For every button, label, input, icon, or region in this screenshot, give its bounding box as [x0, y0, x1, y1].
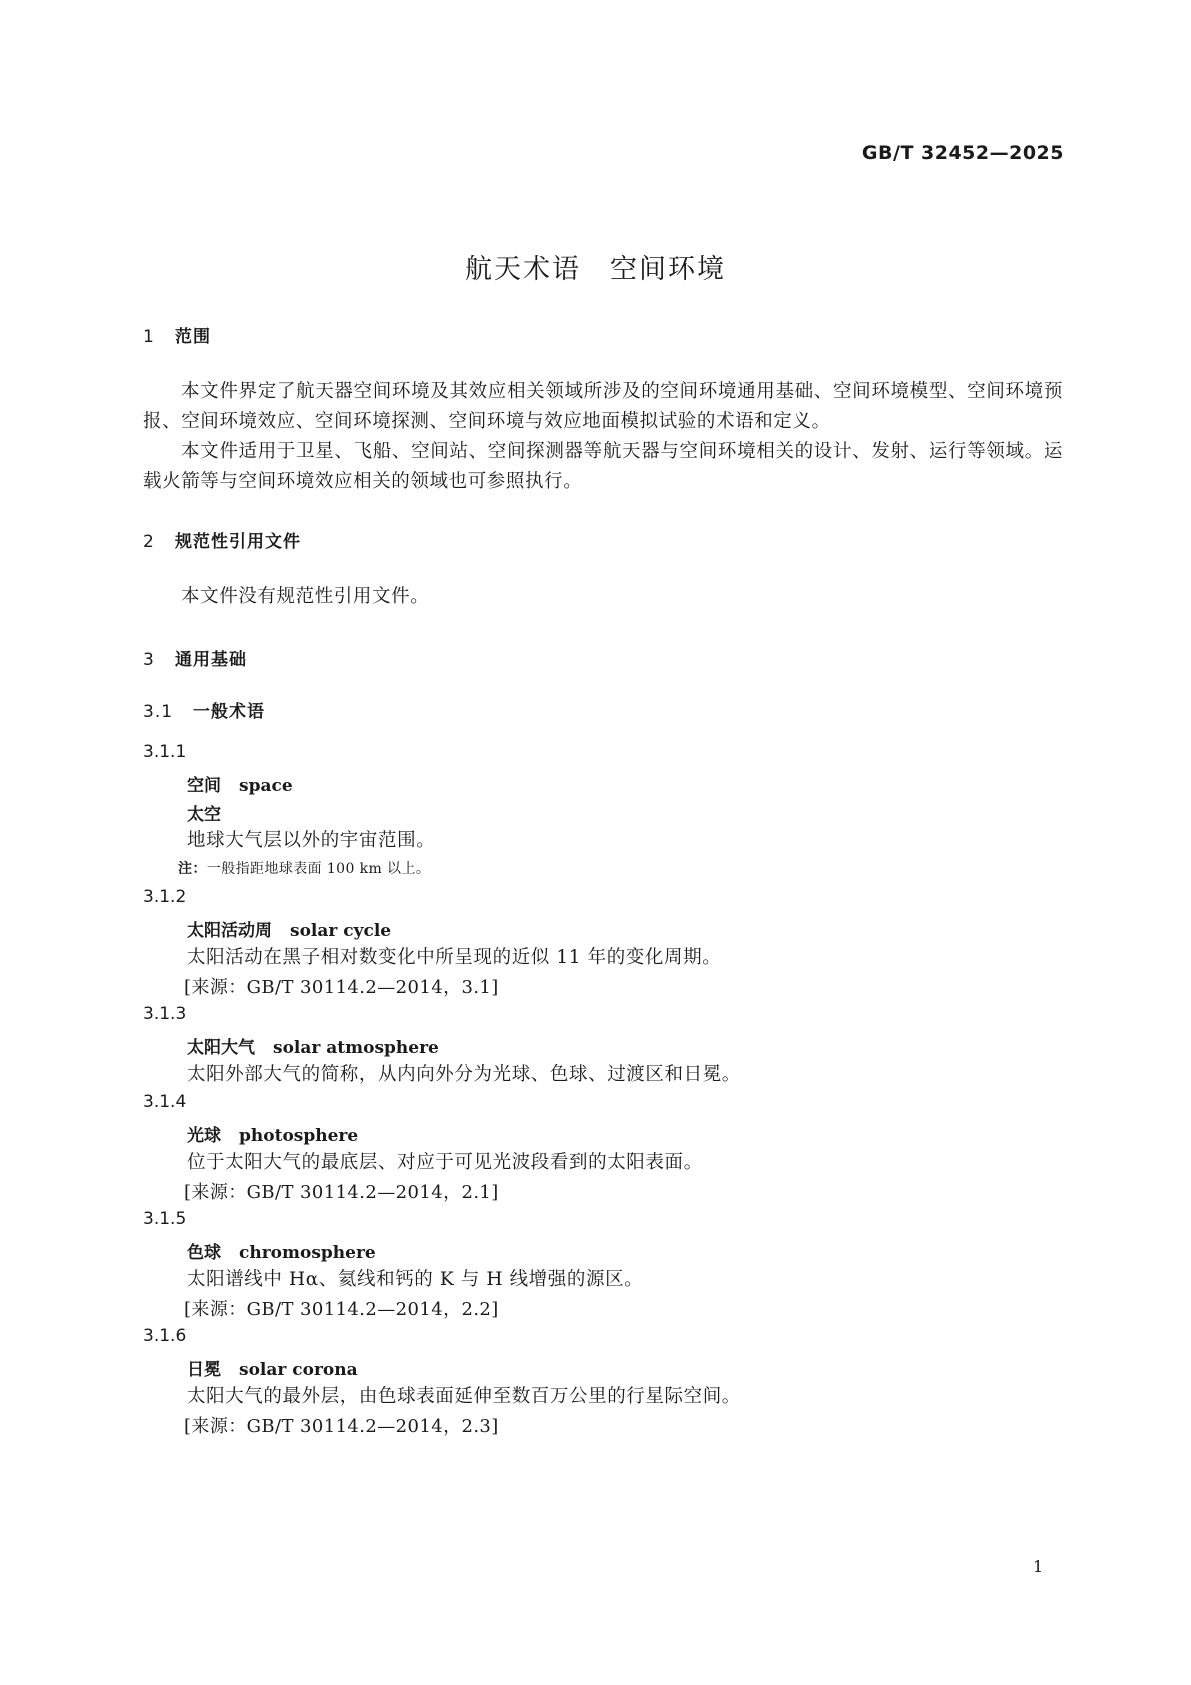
- section-heading-general: [143, 645, 247, 670]
- term-zh: 太阳大气: [187, 1038, 255, 1058]
- note-text: 一般指距地球表面 100 km 以上。: [206, 861, 431, 877]
- subsection-number: 3.1: [143, 702, 174, 722]
- section-title: 规范性引用文件: [175, 532, 301, 552]
- document-title: 航天术语 空间环境: [465, 254, 726, 285]
- term-source: [来源：GB/T 30114.2—2014，2.1]: [184, 1182, 499, 1203]
- section-number: 2: [143, 532, 155, 552]
- entry-number: 3.1.3: [143, 1004, 187, 1024]
- term: [187, 1238, 376, 1263]
- term: [187, 771, 293, 796]
- section-number: 1: [143, 327, 155, 347]
- term-en: photosphere: [239, 1126, 359, 1146]
- term-en: solar corona: [239, 1360, 358, 1380]
- term: [187, 1355, 358, 1380]
- term: [187, 1121, 358, 1146]
- section-heading-scope: [143, 322, 211, 347]
- section-title: 通用基础: [175, 650, 247, 670]
- term-en: chromosphere: [239, 1243, 376, 1263]
- scope-paragraph-2: 本文件适用于卫星、飞船、空间站、空间探测器等航天器与空间环境相关的设计、发射、运行等领域。运载火箭等与空间环境效应相关的领域也可参照执行。: [143, 441, 1063, 492]
- entry-number: 3.1.2: [143, 887, 187, 907]
- entry-number: 3.1.5: [143, 1209, 187, 1229]
- term-zh: 日冕: [187, 1360, 221, 1380]
- term-definition: 太阳活动在黑子相对数变化中所呈现的近似 11 年的变化周期。: [187, 947, 722, 968]
- entry-number: 3.1.1: [143, 742, 187, 762]
- term-source: [来源：GB/T 30114.2—2014，3.1]: [184, 977, 499, 998]
- term-note: [178, 858, 430, 878]
- term-zh: 太阳活动周: [187, 921, 272, 941]
- standard-number: GB/T 32452—2025: [861, 142, 1064, 164]
- term-zh: 光球: [187, 1126, 221, 1146]
- term-definition: 位于太阳大气的最底层、对应于可见光波段看到的太阳表面。: [187, 1152, 703, 1173]
- term-source: [来源：GB/T 30114.2—2014，2.3]: [184, 1416, 499, 1437]
- term-en: solar cycle: [290, 921, 392, 941]
- term-definition: 太阳大气的最外层，由色球表面延伸至数百万公里的行星际空间。: [187, 1386, 741, 1407]
- term-en: solar atmosphere: [273, 1038, 439, 1058]
- section-number: 3: [143, 650, 155, 670]
- scope-paragraph-1: 本文件界定了航天器空间环境及其效应相关领域所涉及的空间环境通用基础、空间环境模型、空间环境预报、空间环境效应、空间环境探测、空间环境与效应地面模拟试验的术语和定义。: [143, 381, 1063, 432]
- subsection-heading-general-terms: [143, 697, 265, 722]
- term: [187, 1033, 439, 1058]
- term-en: space: [239, 776, 293, 796]
- term-definition: 地球大气层以外的宇宙范围。: [187, 830, 436, 851]
- term: [187, 916, 391, 941]
- term-synonym: 太空: [187, 805, 221, 825]
- page-number: 1: [1033, 1557, 1044, 1576]
- term-source: [来源：GB/T 30114.2—2014，2.2]: [184, 1299, 499, 1320]
- subsection-title: 一般术语: [193, 702, 265, 722]
- section-title: 范围: [175, 327, 211, 347]
- note-label: 注：: [178, 861, 207, 877]
- term-definition: 太阳谱线中 Hα、氦线和钙的 K 与 H 线增强的源区。: [187, 1269, 644, 1290]
- term-definition: 太阳外部大气的简称，从内向外分为光球、色球、过渡区和日冕。: [187, 1064, 741, 1085]
- normative-references-paragraph: 本文件没有规范性引用文件。: [181, 586, 430, 607]
- section-heading-normative-references: [143, 527, 301, 552]
- term-zh: 空间: [187, 776, 221, 796]
- entry-number: 3.1.6: [143, 1326, 187, 1346]
- entry-number: 3.1.4: [143, 1092, 187, 1112]
- term-zh: 色球: [187, 1243, 221, 1263]
